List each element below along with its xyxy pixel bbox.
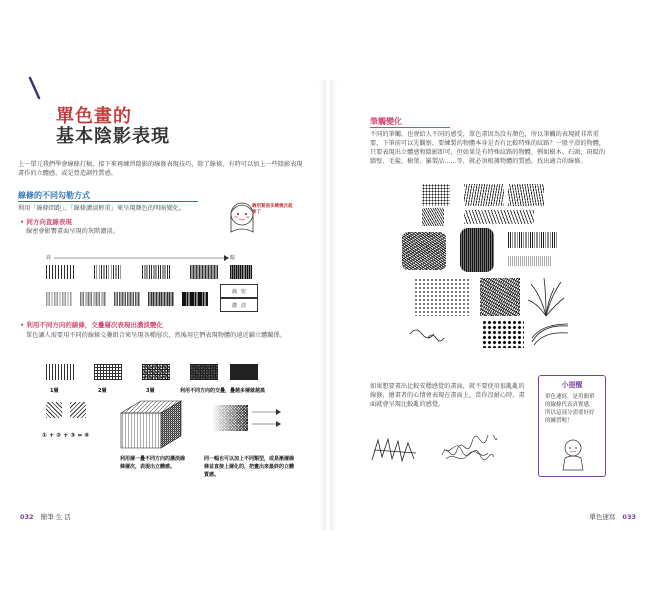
- scale-arrow: [54, 255, 229, 261]
- section1-text: 利用「線條間距」、「線條濃淡輕重」來呈現顏色的明暗變化。: [18, 205, 186, 212]
- scribble-sample-2: [440, 435, 500, 465]
- right-folio-label: 單色速寫: [589, 513, 616, 521]
- texture-crosshatch-block: [402, 232, 446, 270]
- texture-dot-rows: [414, 278, 470, 316]
- tone-swatch-2: [80, 292, 106, 306]
- left-page: [8, 80, 326, 530]
- left-folio-label: 簡筆 生 活: [40, 513, 71, 521]
- bullet1-text: 線密會影響畫面呈現的灰階濃淡。: [26, 228, 119, 235]
- bullet1-heading: • 同方向直線表現: [20, 218, 72, 226]
- order-seq-5: =: [77, 432, 83, 439]
- density-swatch-1: [46, 265, 74, 279]
- gradient-arrows: [252, 408, 282, 430]
- texture-fur: [480, 278, 520, 316]
- texture-long-strokes: [464, 210, 534, 224]
- right-page-number: 033: [622, 513, 636, 521]
- texture-dots: [422, 184, 450, 206]
- texture-short-strokes: [422, 208, 444, 226]
- right-section-rule: [370, 127, 450, 128]
- order-seq-1: +: [49, 432, 55, 439]
- layer-swatch-1: [46, 364, 74, 380]
- texture-vertical-lines: [508, 232, 558, 248]
- tone-swatch-3: [114, 292, 140, 306]
- right-section-text: 不同的筆觸，也會給人不同的感受，單色畫因為沒有顏色，所以筆觸的表現就非常重要，下筆前可以先觀察，要練製的物體本身是否有比較特殊的紋路？一般平滑的物體，只要表現出立體感和陰影即可，但如果是有特殊紋路的物體，例如樹木、石頭、斑駁的牆壁、毛髮、樹葉、羅製品……等，就必須根據物體的質感，找出適合的線條。: [370, 131, 606, 165]
- layer-swatch-3: [142, 364, 170, 380]
- tip-character-illustration: [557, 436, 589, 472]
- order-seq-3: +: [63, 432, 69, 439]
- layer-label-1: 1層: [50, 388, 59, 394]
- layer-swatch-5: [230, 364, 258, 380]
- left-folio: [20, 512, 76, 521]
- legend-sparse: 疏: [231, 288, 237, 295]
- tip-text: 單色速寫，是用簡單的線條代表真實感，所以這部分需要好好的練習喔！: [545, 394, 595, 424]
- scale-dark-label: 暗: [230, 255, 236, 261]
- order-seq-0: ①: [42, 432, 48, 439]
- legend-dark-light: [220, 298, 258, 312]
- texture-stones: [482, 320, 524, 348]
- shaded-cube-illustration: [116, 398, 186, 453]
- legend-dark: 濃: [231, 302, 237, 309]
- section1-rule: [18, 201, 198, 202]
- bullet2-text: 單色讓人需要用不同的線條交疊組合來呈現各種層次，然後用它們表現物體的遠近鋪立體關係。: [26, 332, 286, 339]
- bullet2-heading: • 利用不同方向的線條，交疊層次表現出濃淡變化: [20, 321, 163, 329]
- density-swatch-5: [230, 265, 252, 279]
- tip-box: [538, 375, 606, 477]
- layer-label-3: 3層: [146, 388, 155, 394]
- section1-heading: 線條的不同勾勒方式: [18, 191, 90, 200]
- tone-swatch-4: [148, 292, 174, 306]
- order-seq-6: ⑥: [84, 432, 90, 439]
- texture-strokes-2: [508, 184, 544, 206]
- page-title-line1: 單色畫的: [56, 106, 132, 127]
- right-bottom-paragraph: 如果想要畫出比較安穩感覺的畫面，就不要使用很亂亂的線條，繪畫者的心情會表現在畫面上，當你沒耐心時，畫面就會呈現比較亂的感覺。: [370, 383, 525, 408]
- order-seq-4: ③: [70, 432, 76, 439]
- layer-note: 利用不同方向的交疊，疊越多層就越黑: [180, 388, 266, 394]
- texture-grass: [526, 276, 566, 318]
- order-square-2: [70, 402, 86, 418]
- texture-vertical-lines-light: [508, 256, 552, 266]
- gradient-hatch-swatch: [212, 405, 248, 431]
- gradient-note: 同一幅也可以加上不同類型，或是漸層線條並直接上層化的，把畫出來最終的立體質感。: [204, 456, 295, 478]
- density-swatch-2: [94, 265, 122, 279]
- texture-strokes-1: [464, 184, 504, 206]
- right-section-heading: 筆觸變化: [370, 117, 402, 126]
- girl-character-illustration: [222, 192, 272, 242]
- texture-swirls: [408, 324, 448, 344]
- scale-light-label: 亮: [46, 255, 52, 261]
- tip-title: 小提醒: [561, 381, 583, 389]
- order-sequence: [42, 432, 89, 439]
- tone-swatch-1: [46, 292, 72, 306]
- right-page: [330, 80, 648, 530]
- density-swatch-4: [190, 265, 218, 279]
- pencil-icon: [28, 76, 42, 102]
- layer-label-2: 2層: [98, 388, 107, 394]
- order-seq-2: ②: [56, 432, 62, 439]
- texture-wavy-lines: [530, 322, 570, 346]
- character-speech-note: 嗨別緊張多練幾次就會了: [252, 204, 293, 215]
- legend-sparse-dense: [220, 284, 258, 298]
- tone-swatch-5: [182, 292, 208, 306]
- right-folio: [584, 512, 636, 521]
- cube-note: 利用層一疊不同方向的濃淡線條層次，表現出立體感。: [120, 456, 186, 470]
- scribble-sample-1: [370, 435, 420, 465]
- left-page-number: 032: [20, 513, 34, 521]
- density-swatch-3: [142, 265, 170, 279]
- order-square-1: [46, 402, 62, 418]
- layer-swatch-4: [190, 364, 218, 380]
- intro-paragraph: 上一單元我們學會線條打稿，接下來再練習陰影的線條表現技巧，除了線條，有時可以加上一些陰影表現畫作的立體感，或是營造調性質感。: [18, 161, 303, 177]
- legend-dense: 密: [241, 288, 247, 295]
- layer-swatch-2: [94, 364, 122, 380]
- legend-light: 淡: [241, 302, 247, 309]
- texture-cylinder: [460, 228, 494, 272]
- page-title-line2: 基本陰影表現: [56, 126, 170, 147]
